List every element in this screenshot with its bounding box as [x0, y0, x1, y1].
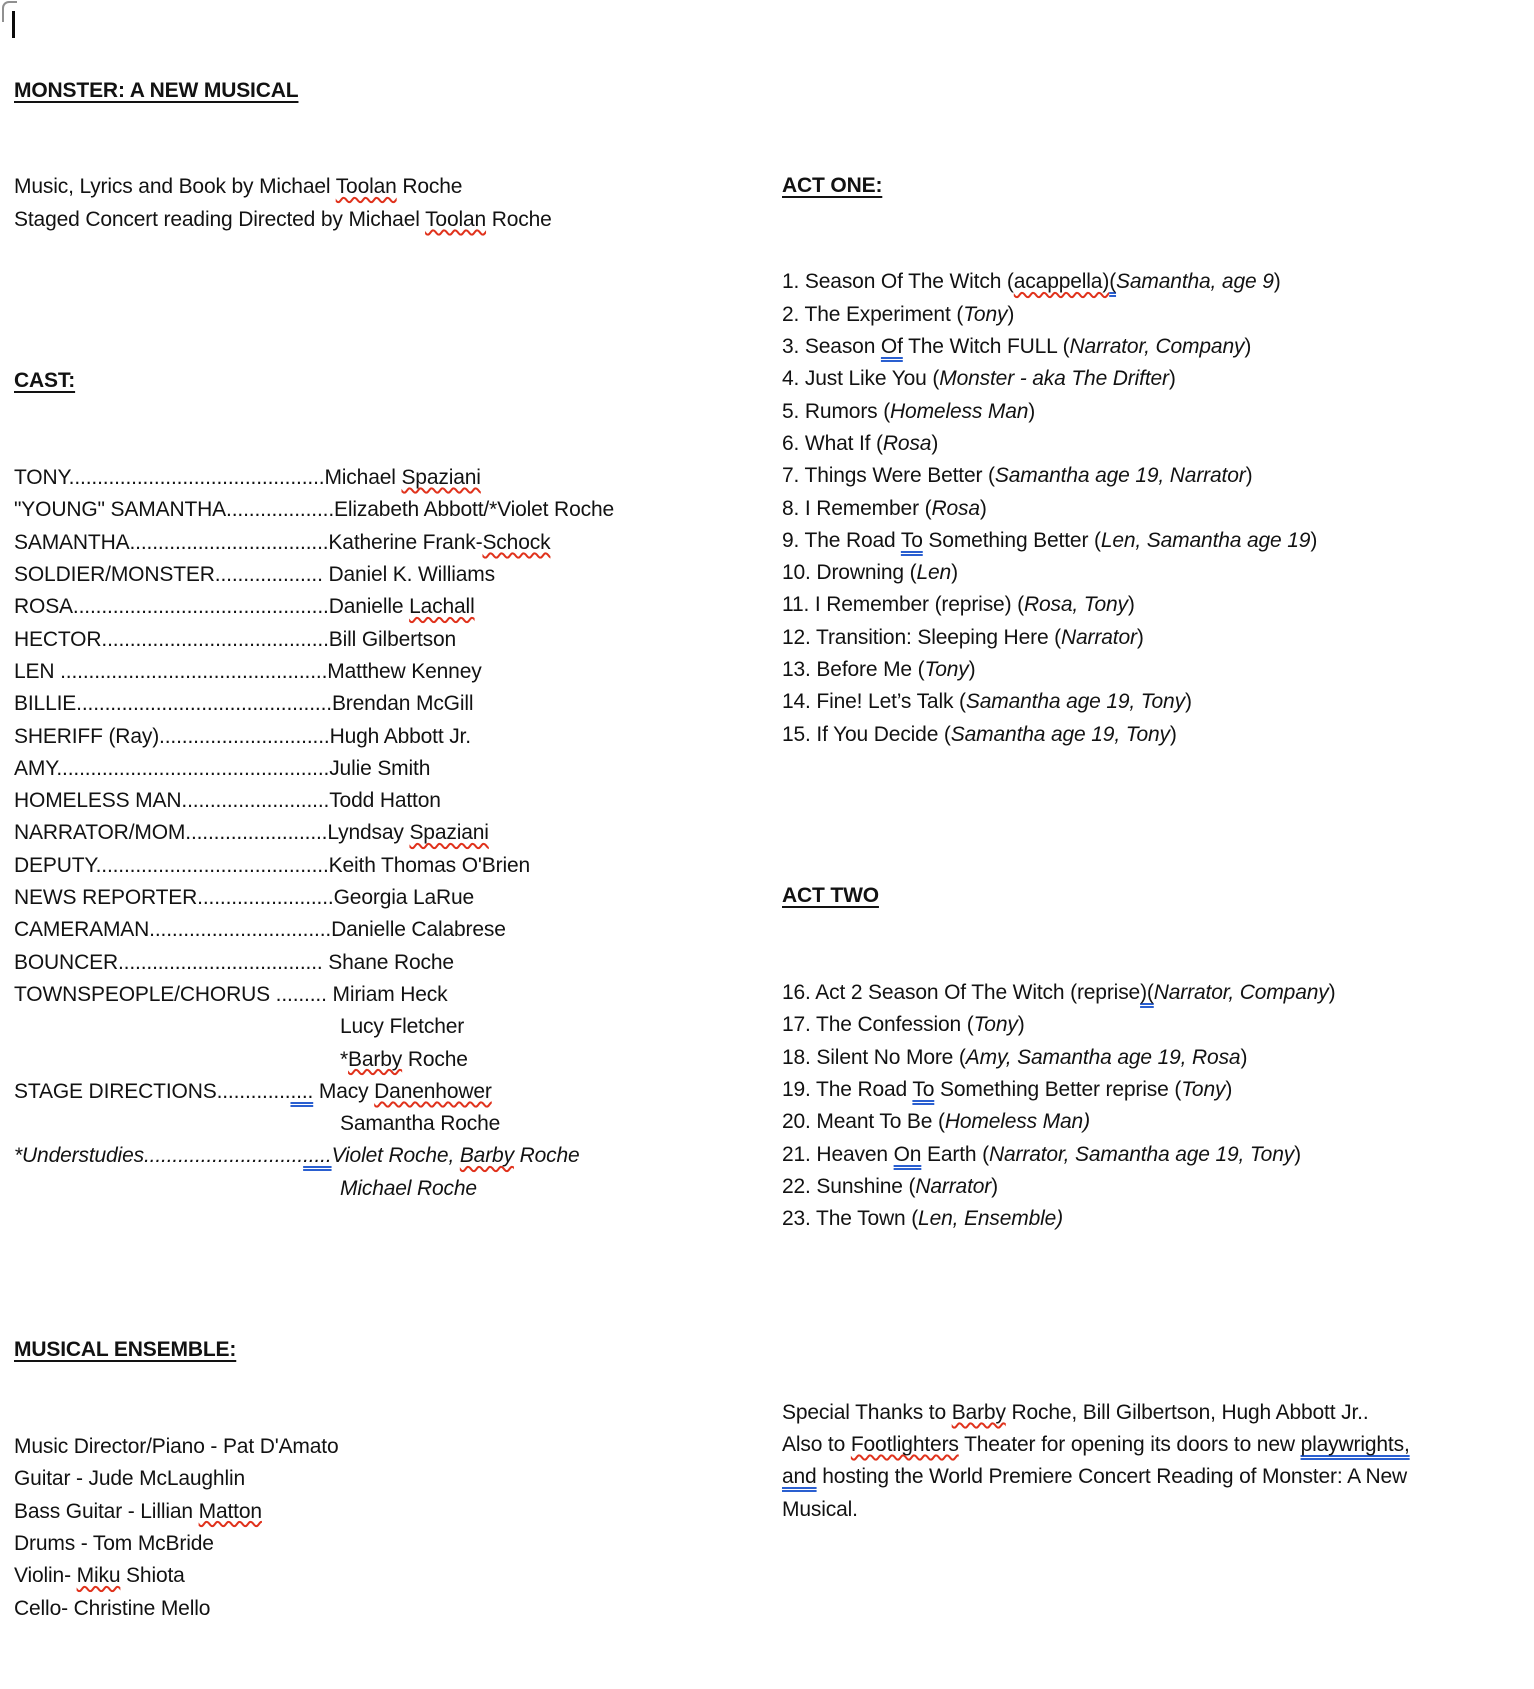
text-run: Staged Concert reading Directed by Michael	[14, 207, 426, 231]
grammar-marked-text: On	[893, 1142, 922, 1166]
text-run: 9. The Road	[782, 528, 901, 552]
text-run: hosting the World Premiere Concert Reading of Monster: A New	[816, 1465, 1408, 1489]
text-line	[14, 850, 770, 882]
cast-list	[14, 462, 770, 1205]
text-line	[782, 686, 1534, 718]
text-line	[14, 785, 770, 817]
spellcheck-marked-text: Barby	[459, 1144, 514, 1168]
text-run: )	[1007, 302, 1015, 326]
text-run: Len, Ensemble)	[918, 1207, 1064, 1231]
text-run: 15. If You Decide (	[782, 722, 951, 746]
text-run: Tony	[1181, 1077, 1226, 1101]
text-line	[14, 688, 770, 720]
text-run: Roche	[402, 1047, 468, 1071]
text-line	[782, 1494, 1534, 1526]
text-run: NEWS REPORTER........................Georgia LaRue	[14, 886, 475, 910]
text-run: Samantha, age 9	[1116, 270, 1274, 294]
text-run: )	[1168, 367, 1176, 391]
text-run: 11. I Remember (reprise) (	[782, 593, 1024, 617]
text-run: Amy, Samantha age 19, Rosa	[965, 1045, 1241, 1069]
text-run: TONY.............................................Michael	[14, 466, 402, 490]
text-run: Narrator, Company	[1069, 335, 1245, 359]
text-run: )	[1244, 335, 1252, 359]
text-run: 23. The Town (	[782, 1207, 919, 1231]
text-run: )	[1028, 399, 1036, 423]
text-line	[14, 882, 770, 914]
text-run: Narrator, Company	[1153, 981, 1329, 1005]
text-run: Music, Lyrics and Book by Michael	[14, 175, 336, 199]
text-line	[14, 914, 770, 946]
text-line	[782, 266, 1534, 298]
text-run: 3. Season	[782, 335, 881, 359]
text-run: )	[1136, 625, 1144, 649]
spellcheck-marked-text: Toolan	[335, 175, 397, 199]
text-line	[14, 656, 770, 688]
credits-block	[14, 171, 770, 236]
text-run: Len	[916, 561, 952, 585]
spellcheck-marked-text: Lachall	[409, 595, 475, 619]
text-line	[782, 1203, 1534, 1235]
spellcheck-marked-text: Barby	[348, 1047, 403, 1071]
text-line	[14, 462, 770, 494]
text-run: Earth (	[921, 1142, 989, 1166]
text-run: Len, Samantha age 19	[1100, 528, 1311, 552]
text-line	[14, 1044, 770, 1076]
text-line	[782, 331, 1534, 363]
text-run: Samantha age 19, Narrator	[994, 464, 1246, 488]
text-line	[782, 363, 1534, 395]
spellcheck-marked-text: Spaziani	[409, 821, 489, 845]
text-run: 2. The Experiment (	[782, 302, 964, 326]
text-line	[782, 396, 1534, 428]
text-run: 16. Act 2 Season Of The Witch (reprise	[782, 981, 1141, 1005]
text-run: Music Director/Piano - Pat D'Amato	[14, 1435, 339, 1459]
text-run: )	[1184, 690, 1192, 714]
text-run: Michael Roche	[340, 1176, 477, 1200]
grammar-marked-text: )(	[1140, 981, 1154, 1005]
spellcheck-marked-text: Miku	[76, 1564, 121, 1588]
text-run: Samantha Roche	[340, 1112, 501, 1136]
text-run: Something Better reprise (	[934, 1077, 1182, 1101]
text-run: )	[968, 658, 976, 682]
text-run: )	[1017, 1013, 1025, 1037]
text-line	[14, 1560, 770, 1592]
text-line	[782, 1429, 1534, 1461]
text-run: )	[1310, 528, 1318, 552]
text-run: Macy	[313, 1079, 375, 1103]
text-run: )	[991, 1174, 998, 1198]
text-run: AMY................................................Julie Smith	[14, 756, 431, 780]
special-thanks-paragraph	[782, 1397, 1534, 1526]
text-run: CAMERAMAN................................Danielle Calabrese	[14, 918, 506, 942]
text-run: Homeless Man	[890, 399, 1029, 423]
text-line	[782, 557, 1534, 589]
text-run: SAMANTHA...................................Katherine Frank-	[14, 530, 483, 554]
text-run: Tony	[924, 658, 969, 682]
text-run: *Understudies............................	[14, 1144, 304, 1168]
text-line	[14, 1140, 770, 1172]
text-run: 10. Drowning (	[782, 561, 917, 585]
text-line	[782, 1074, 1534, 1106]
text-run: )	[1273, 270, 1281, 294]
spellcheck-marked-text: Matton	[198, 1499, 262, 1523]
ensemble-heading: MUSICAL ENSEMBLE:	[14, 1338, 237, 1362]
text-run: Drums - Tom McBride	[14, 1531, 214, 1555]
text-line	[782, 1139, 1534, 1171]
spellcheck-marked-text: Toolan	[425, 207, 487, 231]
text-run: Something Better (	[922, 528, 1101, 552]
text-line	[14, 624, 770, 656]
text-run: Roche	[486, 207, 552, 231]
text-line	[782, 977, 1534, 1009]
spellcheck-marked-text: acappella)	[1013, 270, 1110, 294]
text-run: Samantha age 19, Tony	[950, 722, 1170, 746]
text-line	[782, 299, 1534, 331]
text-line	[14, 1463, 770, 1495]
text-run: )	[1294, 1142, 1301, 1166]
text-line	[14, 591, 770, 623]
text-run: )	[931, 431, 939, 455]
text-line	[782, 654, 1534, 686]
text-run: BILLIE.............................................Brendan McGill	[14, 692, 474, 716]
text-run: Tony	[963, 302, 1008, 326]
text-line	[782, 525, 1534, 557]
text-run: Samantha age 19, Tony	[965, 690, 1185, 714]
text-run: 8. I Remember (	[782, 496, 932, 520]
text-line	[14, 947, 770, 979]
text-run: 5. Rumors (	[782, 399, 891, 423]
text-run: Homeless Man)	[944, 1110, 1090, 1134]
text-line	[782, 719, 1534, 751]
text-run: The Witch FULL (	[902, 335, 1070, 359]
text-run: Guitar - Jude McLaughlin	[14, 1467, 246, 1491]
text-run: )	[1225, 1077, 1233, 1101]
text-line	[14, 1593, 770, 1625]
act-one-song-list	[782, 266, 1534, 750]
text-run: Rosa	[882, 431, 932, 455]
text-line	[782, 622, 1534, 654]
text-run: 17. The Confession (	[782, 1013, 974, 1037]
text-line	[782, 428, 1534, 460]
show-title: MONSTER: A NEW MUSICAL	[14, 78, 299, 102]
spellcheck-marked-text: Barby	[951, 1400, 1006, 1424]
text-line	[782, 1397, 1534, 1429]
text-run: )	[1127, 593, 1135, 617]
text-run: Shiota	[120, 1564, 185, 1588]
grammar-marked-text: playwrights,	[1300, 1433, 1410, 1457]
right-column	[782, 105, 1534, 1591]
text-run: HOMELESS MAN..........................Todd Hatton	[14, 789, 441, 813]
text-line	[14, 1076, 770, 1108]
cast-heading: CAST:	[14, 369, 76, 393]
ensemble-list	[14, 1431, 770, 1625]
text-line	[782, 1009, 1534, 1041]
text-line	[14, 1173, 770, 1205]
text-run: )	[1240, 1045, 1248, 1069]
text-line	[14, 1108, 770, 1140]
text-run: 1. Season Of The Witch (	[782, 270, 1014, 294]
text-line	[14, 527, 770, 559]
text-run: 21. Heaven	[782, 1142, 894, 1166]
text-run: Rosa, Tony	[1023, 593, 1128, 617]
text-run: Rosa	[931, 496, 980, 520]
text-run: )	[979, 496, 987, 520]
text-run: TOWNSPEOPLE/CHORUS ......... Miriam Heck	[14, 982, 448, 1006]
directed-by	[14, 204, 770, 236]
text-run: 19. The Road	[782, 1077, 913, 1101]
text-line	[14, 817, 770, 849]
text-line	[14, 979, 770, 1011]
grammar-marked-text: Of	[880, 335, 903, 359]
text-run: NARRATOR/MOM.........................Lyndsay	[14, 821, 410, 845]
byline	[14, 171, 770, 203]
text-run: Theater for opening its doors to new	[958, 1433, 1301, 1457]
text-line	[782, 1461, 1534, 1493]
text-run: LEN ...............................................Matthew Kenney	[14, 659, 482, 683]
text-run: *	[340, 1047, 349, 1071]
text-line	[782, 460, 1534, 492]
text-run: 7. Things Were Better (	[782, 464, 995, 488]
text-run: 18. Silent No More (	[782, 1045, 966, 1069]
text-run: Violin-	[14, 1564, 77, 1588]
grammar-marked-text: (	[1109, 270, 1117, 294]
text-run: 12. Transition: Sleeping Here (	[782, 625, 1062, 649]
text-line	[14, 721, 770, 753]
text-run: )	[1169, 722, 1177, 746]
text-run: Narrator	[1061, 625, 1137, 649]
text-line	[782, 1106, 1534, 1138]
text-run: Narrator	[915, 1174, 992, 1198]
text-run: 22. Sunshine (	[782, 1174, 916, 1198]
spellcheck-marked-text: Footlighters	[850, 1433, 959, 1457]
text-line	[14, 494, 770, 526]
grammar-marked-text: .....	[303, 1144, 332, 1168]
grammar-marked-text: and	[782, 1465, 817, 1489]
act-two-heading: ACT TWO	[782, 884, 879, 908]
text-run: Also to	[782, 1433, 851, 1457]
text-run: 13. Before Me (	[782, 658, 925, 682]
text-line	[14, 559, 770, 591]
text-line	[14, 1528, 770, 1560]
text-run: 14. Fine! Let’s Talk (	[782, 690, 966, 714]
text-run: Musical.	[782, 1497, 858, 1521]
text-run: SOLDIER/MONSTER................... Daniel K. Williams	[14, 563, 495, 587]
text-line	[14, 1431, 770, 1463]
text-run: )	[1328, 981, 1336, 1005]
text-run: Roche, Bill Gilbertson, Hugh Abbott Jr..	[1005, 1400, 1369, 1424]
text-run: Special Thanks to	[782, 1400, 952, 1424]
text-run: Monster - aka The Drifter	[939, 367, 1169, 391]
text-line	[14, 753, 770, 785]
act-two-song-list	[782, 977, 1534, 1235]
text-run: Tony	[973, 1013, 1018, 1037]
text-run: ROSA.............................................Danielle	[14, 595, 410, 619]
text-run: Roche	[396, 175, 463, 199]
grammar-marked-text: ....	[290, 1079, 314, 1103]
left-column	[14, 10, 770, 1689]
text-run: )	[1245, 464, 1253, 488]
text-run: "YOUNG" SAMANTHA...................Elizabeth Abbott/*Violet Roche	[14, 498, 615, 522]
text-run: Narrator, Samantha age 19, Tony	[988, 1142, 1295, 1166]
text-run: DEPUTY.........................................Keith Thomas O'Brien	[14, 853, 531, 877]
text-run: BOUNCER.................................... Shane Roche	[14, 950, 454, 974]
text-line	[14, 1496, 770, 1528]
spellcheck-marked-text: Danenhower	[374, 1079, 492, 1103]
grammar-marked-text: To	[900, 528, 923, 552]
text-run: STAGE DIRECTIONS.............	[14, 1079, 291, 1103]
text-run: Bass Guitar - Lillian	[14, 1499, 199, 1523]
text-run: 20. Meant To Be (	[782, 1110, 945, 1134]
text-run: HECTOR........................................Bill Gilbertson	[14, 627, 457, 651]
text-line	[782, 1042, 1534, 1074]
text-run: Violet Roche,	[331, 1144, 460, 1168]
text-run: SHERIFF (Ray)..............................Hugh Abbott Jr.	[14, 724, 471, 748]
text-run: Roche	[513, 1144, 580, 1168]
text-line	[14, 1011, 770, 1043]
text-run: Lucy Fletcher	[340, 1015, 465, 1039]
text-run: 4. Just Like You (	[782, 367, 940, 391]
text-run: Cello- Christine Mello	[14, 1596, 211, 1620]
grammar-marked-text: To	[912, 1077, 935, 1101]
text-run: )	[951, 561, 958, 585]
text-line	[782, 589, 1534, 621]
text-run: 6. What If (	[782, 431, 883, 455]
text-line	[782, 1171, 1534, 1203]
spellcheck-marked-text: Schock	[482, 530, 551, 554]
spellcheck-marked-text: Spaziani	[401, 466, 481, 490]
text-line	[782, 493, 1534, 525]
act-one-heading: ACT ONE:	[782, 173, 883, 197]
